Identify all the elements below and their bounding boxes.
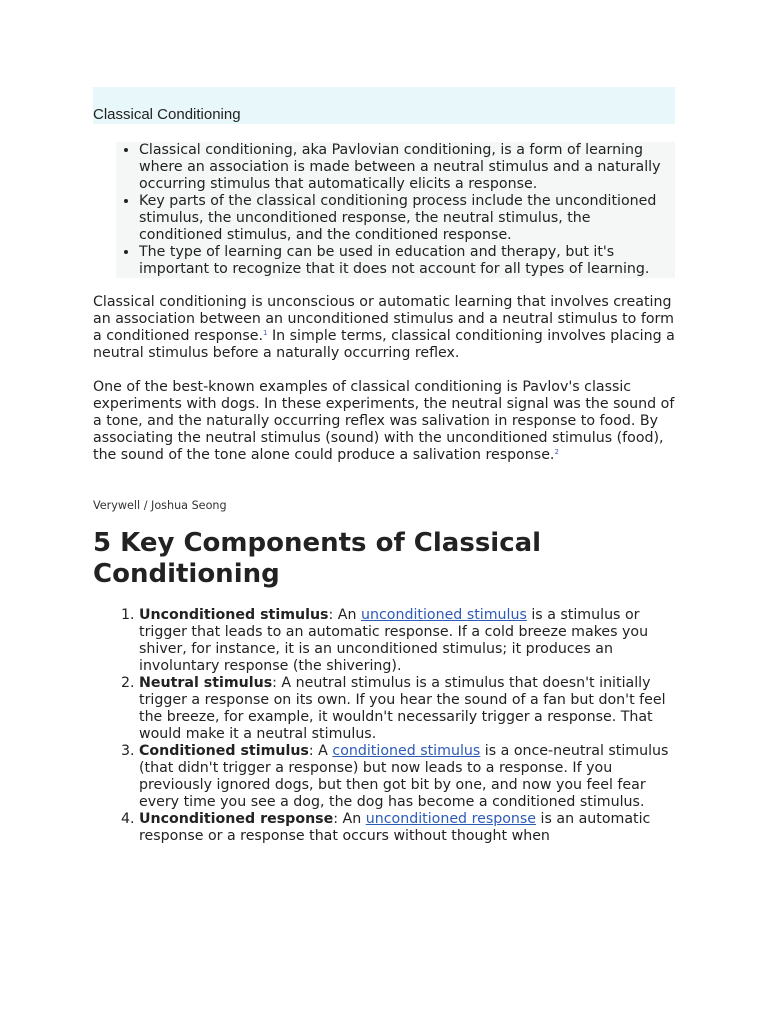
conditioned-stimulus-link[interactable]: conditioned stimulus <box>332 743 481 759</box>
key-takeaways-list <box>116 142 675 278</box>
component-text: : A <box>308 743 333 759</box>
takeaway-item: • Classical conditioning, aka Pavlovian conditioning, is a form of learning where an association is made between a neutral stimulus and a naturally occurring stimulus that automatically elicits a response. <box>139 142 671 193</box>
image-credit-caption: Verywell / Joshua Seong <box>93 499 227 512</box>
intro-paragraph-1-text: Classical conditioning is unconscious or automatic learning that involves creating an association between an unconditioned stimulus and a neutral stimulus to form a conditioned response. <box>93 294 674 344</box>
intro-paragraph-2 <box>93 379 675 464</box>
component-text: is a stimulus or trigger that leads to an automatic response. If a cold breeze makes you shiver, for instance, it is an unconditioned stimulus; it produces an involuntary response (the shivering). <box>139 607 649 674</box>
component-item <box>139 811 675 845</box>
section-heading: 5 Key Components of Classical Conditioning <box>93 528 542 589</box>
article-body <box>93 87 675 845</box>
key-takeaways-header <box>93 87 675 124</box>
component-item <box>139 607 675 675</box>
component-text: is a once-neutral stimulus (that didn't trigger a response) but now leads to a response. If you previously ignored dogs, but then got bit by one, and now you feel fear every time you see a dog, the dog has become a conditioned stimulus. <box>139 743 669 810</box>
components-list <box>93 607 675 845</box>
citation-link[interactable]: 1 <box>263 329 268 337</box>
component-item <box>139 675 675 743</box>
component-term: Unconditioned stimulus <box>139 607 329 623</box>
component-term: Conditioned stimulus <box>139 743 309 759</box>
component-item <box>139 743 675 811</box>
component-text: : A neutral stimulus is a stimulus that doesn't initially trigger a response on its own. If you hear the sound of a fan but don't feel the breeze, for example, it wouldn't necessarily trigger a response. That would make it a neutral stimulus. <box>139 675 666 742</box>
component-text: : An <box>333 811 366 827</box>
component-text: : An <box>328 607 361 623</box>
component-text: is an automatic response or a response that occurs without thought when <box>139 811 651 844</box>
takeaway-item: • The type of learning can be used in education and therapy, but it's important to recognize that it does not account for all types of learning. <box>139 244 671 278</box>
intro-paragraph-2-text: One of the best-known examples of classical conditioning is Pavlov's classic experiments with dogs. In these experiments, the neutral signal was the sound of a tone, and the naturally occurring reflex was salivation in response to food. By associating the neutral stimulus (sound) with the unconditioned stimulus (food), the sound of the tone alone could produce a salivation response. <box>93 379 675 463</box>
key-takeaways-title: Classical Conditioning <box>93 106 241 123</box>
intro-paragraph-1-text-after: In simple terms, classical conditioning involves placing a neutral stimulus before a naturally occurring reflex. <box>93 328 675 361</box>
key-takeaways-box <box>116 142 675 278</box>
component-term: Unconditioned response <box>139 811 334 827</box>
unconditioned-response-link[interactable]: unconditioned response <box>365 811 537 827</box>
intro-paragraph-1 <box>93 294 675 362</box>
unconditioned-stimulus-link[interactable]: unconditioned stimulus <box>361 607 527 623</box>
component-term: Neutral stimulus <box>139 675 273 691</box>
takeaway-item: • Key parts of the classical conditioning process include the unconditioned stimulus, the unconditioned response, the neutral stimulus, the conditioned stimulus, and the conditioned response. <box>139 193 671 244</box>
citation-link[interactable]: 2 <box>554 448 559 456</box>
